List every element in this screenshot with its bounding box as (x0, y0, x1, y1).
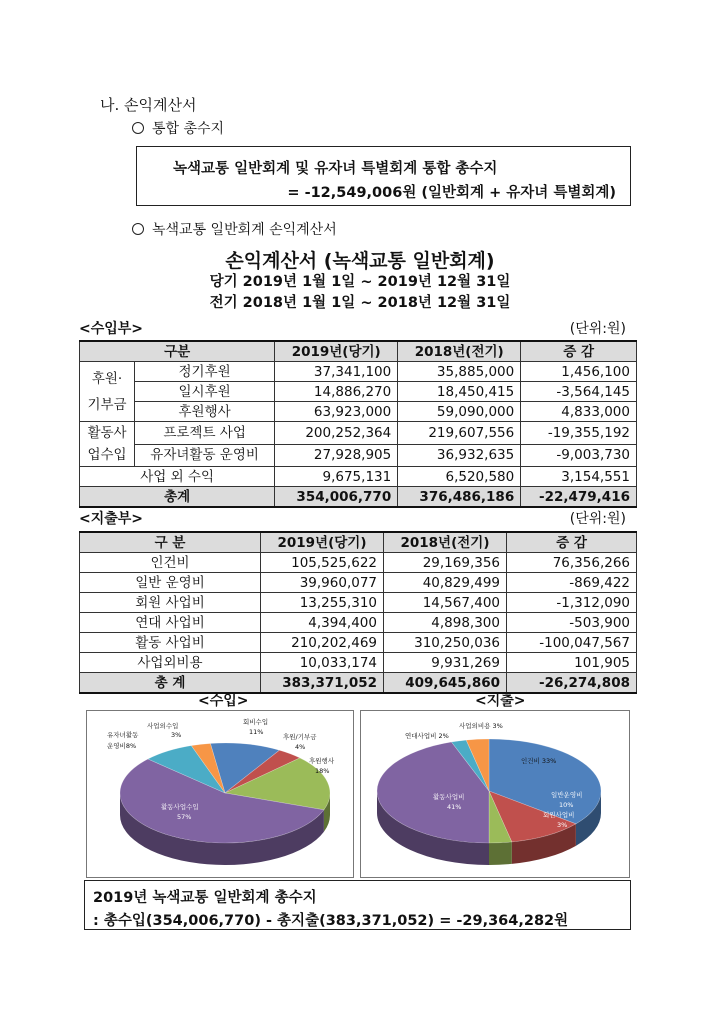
value-2019: 39,960,077 (261, 573, 384, 593)
value-2018: 35,885,000 (398, 362, 521, 382)
label-donation: 후원/기부금 (283, 733, 317, 741)
row-label: 활동 사업비 (80, 633, 261, 653)
label-personnel: 인건비 33% (521, 757, 557, 765)
value-diff: -19,355,192 (521, 422, 637, 445)
value-2018: 310,250,036 (384, 633, 507, 653)
value-2018: 18,450,415 (398, 382, 521, 402)
income-chart-title: <수입> (198, 693, 249, 709)
income-pie-chart (87, 711, 353, 877)
row-label: 회원 사업비 (80, 593, 261, 613)
total-diff: -26,274,808 (507, 673, 637, 694)
section-title: 나. 손익계산서 (100, 96, 197, 114)
row-label: 유자녀활동 운영비 (135, 444, 275, 467)
total-2018: 409,645,860 (384, 673, 507, 694)
header-2019: 2019년(당기) (261, 532, 384, 553)
group-activity (80, 422, 135, 467)
final-line-1: 2019년 녹색교통 일반회계 총수지 (93, 890, 317, 906)
income-unit: (단위:원) (569, 321, 626, 337)
label-donation-pct: 4% (295, 743, 306, 751)
row-label: 후원행사 (135, 402, 275, 422)
value-2018: 6,520,580 (398, 467, 521, 487)
row-label: 정기후원 (135, 362, 275, 382)
circle-bullet-icon (132, 122, 144, 134)
value-2019: 105,525,622 (261, 553, 384, 573)
final-line-2: : 총수입(354,006,770) - 총지출(383,371,052) = -29,364,282원 (93, 913, 569, 929)
value-2019: 37,341,100 (275, 362, 398, 382)
value-2018: 29,169,356 (384, 553, 507, 573)
summary-line-2: = -12,549,006원 (일반회계 + 유자녀 특별회계) (287, 185, 616, 201)
label-youth: 유자녀활동 (107, 731, 139, 739)
table-row (80, 593, 637, 613)
table-row (80, 402, 637, 422)
value-diff: 3,154,551 (521, 467, 637, 487)
expense-chart-panel (360, 710, 630, 878)
value-2018: 4,898,300 (384, 613, 507, 633)
label-activity: 활동사업비 (433, 793, 465, 801)
label-other-pct: 3% (171, 731, 182, 739)
label-activity: 활동사업수입 (161, 803, 199, 811)
table-row (80, 633, 637, 653)
value-2018: 14,567,400 (384, 593, 507, 613)
value-2019: 9,675,131 (275, 467, 398, 487)
header-2018: 2018년(전기) (384, 532, 507, 553)
row-label: 일시후원 (135, 382, 275, 402)
total-label: 총 계 (80, 673, 261, 694)
value-2019: 27,928,905 (275, 444, 398, 467)
header-category: 구분 (80, 341, 275, 362)
table-row (80, 573, 637, 593)
label-youth-pct: 운영비8% (107, 742, 137, 750)
item-general (132, 219, 337, 239)
value-2019: 4,394,400 (261, 613, 384, 633)
item-consolidated-label: 통합 총수지 (152, 121, 225, 137)
label-member-pct: 3% (557, 821, 568, 829)
value-2018: 40,829,499 (384, 573, 507, 593)
total-2018: 376,486,186 (398, 487, 521, 508)
value-diff: -1,312,090 (507, 593, 637, 613)
label-solidarity: 연대사업비 2% (405, 732, 449, 740)
table-row (80, 613, 637, 633)
value-2019: 200,252,364 (275, 422, 398, 445)
label-activity-pct: 57% (177, 813, 192, 821)
value-diff: -503,900 (507, 613, 637, 633)
income-header-row (80, 341, 637, 362)
table-row (80, 653, 637, 673)
label-member: 회원사업비 (543, 811, 575, 819)
expense-chart-title: <지출> (475, 693, 526, 709)
pie-side-회원사업비 (489, 842, 512, 865)
total-2019: 383,371,052 (261, 673, 384, 694)
circle-bullet-icon (132, 223, 144, 235)
final-summary-box (84, 880, 631, 930)
value-2019: 63,923,000 (275, 402, 398, 422)
group-donation (80, 362, 135, 422)
total-2019: 354,006,770 (275, 487, 398, 508)
value-2018: 219,607,556 (398, 422, 521, 445)
income-chart-panel (86, 710, 354, 878)
table-row (80, 467, 637, 487)
item-consolidated (132, 118, 224, 138)
header-2019: 2019년(당기) (275, 341, 398, 362)
income-total-row (80, 487, 637, 508)
value-diff: 101,905 (507, 653, 637, 673)
expense-header-row (80, 532, 637, 553)
value-diff: -869,422 (507, 573, 637, 593)
value-diff: 4,833,000 (521, 402, 637, 422)
value-2019: 210,202,469 (261, 633, 384, 653)
value-diff: 76,356,266 (507, 553, 637, 573)
label-membership: 회비수입 (243, 718, 269, 726)
value-2018: 59,090,000 (398, 402, 521, 422)
row-label: 사업외비용 (80, 653, 261, 673)
row-label: 사업 외 수익 (80, 467, 275, 487)
value-diff: -100,047,567 (507, 633, 637, 653)
row-label: 일반 운영비 (80, 573, 261, 593)
value-diff: 1,456,100 (521, 362, 637, 382)
table-row (80, 422, 637, 445)
expense-unit: (단위:원) (569, 511, 626, 527)
label-general: 일반운영비 (551, 791, 583, 799)
consolidated-summary-box (136, 146, 631, 206)
item-general-label: 녹색교통 일반회계 손익계산서 (152, 222, 337, 238)
expense-table (79, 531, 637, 694)
total-label: 총계 (80, 487, 275, 508)
label-general-pct: 10% (559, 801, 574, 809)
label-other: 사업외수입 (147, 722, 179, 730)
row-label: 프로젝트 사업 (135, 422, 275, 445)
table-row (80, 553, 637, 573)
value-2019: 13,255,310 (261, 593, 384, 613)
label-event-pct: 18% (315, 767, 330, 775)
period-prior: 전기 2018년 1월 1일 ~ 2018년 12월 31일 (209, 295, 511, 311)
income-table (79, 340, 637, 508)
label-event: 후원행사 (309, 757, 335, 765)
header-diff: 증 감 (521, 341, 637, 362)
table-row (80, 362, 637, 382)
label-other: 사업외비용 3% (459, 722, 503, 730)
expense-heading: <지출부> (79, 511, 144, 527)
row-label: 연대 사업비 (80, 613, 261, 633)
report-title: 손익계산서 (녹색교통 일반회계) (225, 250, 495, 272)
group-donation-line1: 후원· (91, 370, 123, 387)
table-row (80, 444, 637, 467)
income-heading: <수입부> (79, 321, 144, 337)
group-activity-line2: 업수입 (87, 447, 127, 463)
row-label: 인건비 (80, 553, 261, 573)
label-activity-pct: 41% (447, 803, 462, 811)
table-row (80, 382, 637, 402)
header-category: 구 분 (80, 532, 261, 553)
value-2019: 10,033,174 (261, 653, 384, 673)
group-activity-line1: 활동사 (87, 425, 127, 441)
expense-pie-chart (361, 711, 629, 877)
summary-line-1: 녹색교통 일반회계 및 유자녀 특별회계 통합 총수지 (173, 161, 498, 177)
period-current: 당기 2019년 1월 1일 ~ 2019년 12월 31일 (209, 274, 511, 290)
header-2018: 2018년(전기) (398, 341, 521, 362)
header-diff: 증 감 (507, 532, 637, 553)
value-diff: -9,003,730 (521, 444, 637, 467)
total-diff: -22,479,416 (521, 487, 637, 508)
label-membership-pct: 11% (249, 728, 264, 736)
value-2018: 36,932,635 (398, 444, 521, 467)
expense-total-row (80, 673, 637, 694)
value-2018: 9,931,269 (384, 653, 507, 673)
value-2019: 14,886,270 (275, 382, 398, 402)
value-diff: -3,564,145 (521, 382, 637, 402)
group-donation-line2: 기부금 (87, 396, 127, 413)
